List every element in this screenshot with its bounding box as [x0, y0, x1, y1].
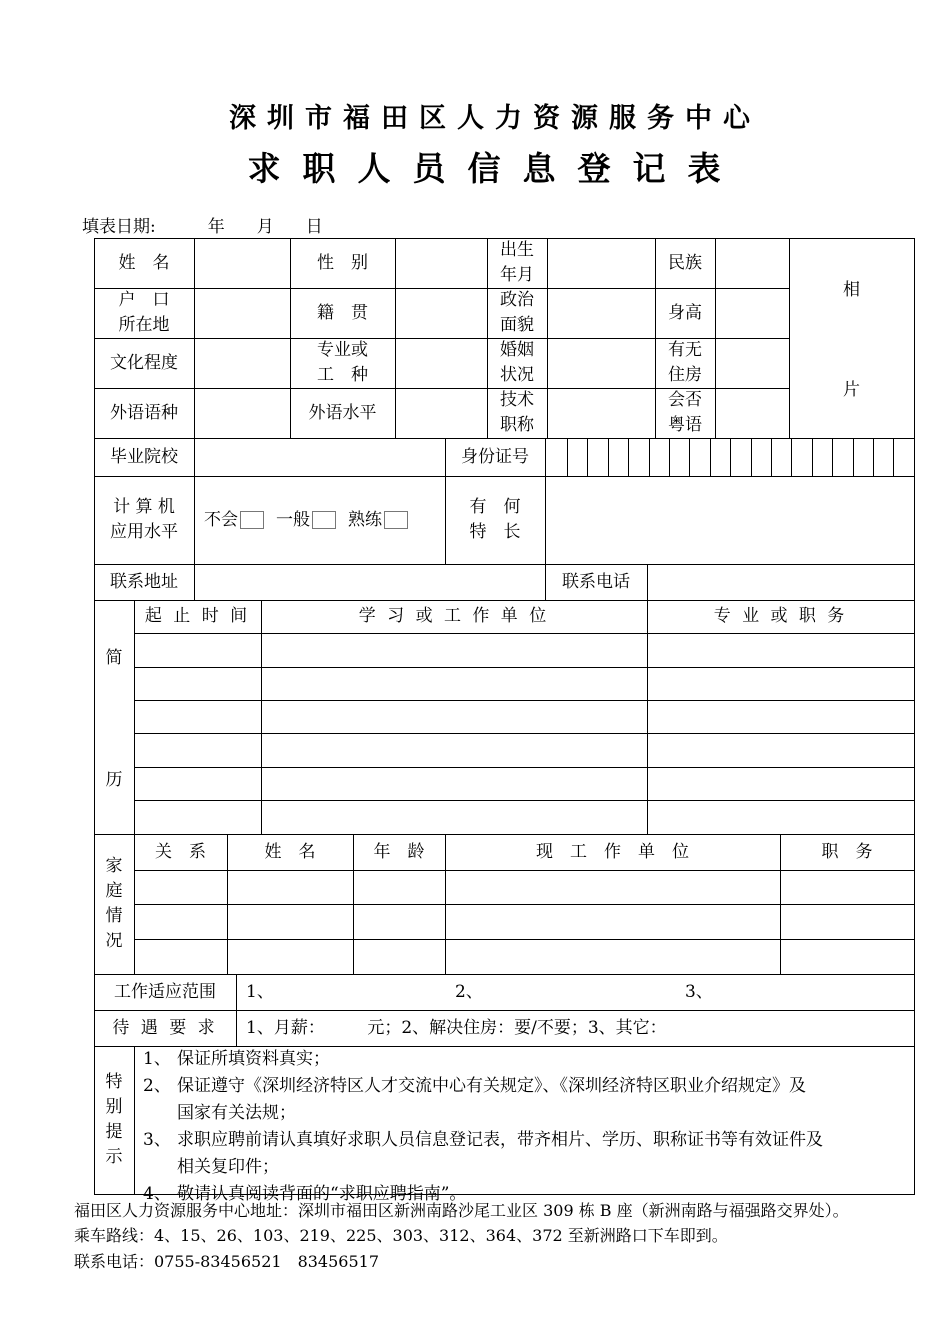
birth-label-1: 出生	[500, 240, 534, 260]
grid-vline	[873, 438, 874, 477]
grid-vline	[893, 438, 894, 477]
notes-side-3: 提	[105, 1122, 123, 1142]
education-label: 文化程度	[110, 352, 178, 373]
opt-none-label: 不会	[204, 509, 238, 530]
treatment-label: 待 遇 要 求	[112, 1017, 218, 1038]
photo-label-2: 片	[843, 379, 860, 400]
opt-skilled-checkbox[interactable]	[384, 511, 408, 529]
native-place-label: 籍 贯	[317, 302, 368, 323]
grid-vline	[914, 438, 915, 477]
tech-title-label	[487, 388, 547, 438]
cantonese-label-1: 会否	[668, 390, 702, 410]
family-header-relation: 关 系	[155, 841, 206, 862]
grid-vline	[730, 438, 731, 477]
footer-address: 福田区人力资源服务中心地址：深圳市福田区新洲南路沙尾工业区 309 栋 B 座（新洲南路与福强路交界处）。	[74, 1201, 849, 1220]
hukou-label-1: 户 口	[118, 290, 170, 310]
major-label	[290, 338, 395, 388]
political-label-2: 面貌	[500, 315, 534, 335]
grid-hline	[134, 733, 915, 734]
foreign-level-label: 外语水平	[308, 402, 377, 423]
tech-title-label-2: 职称	[500, 415, 534, 435]
grid-hline	[134, 870, 915, 871]
note-1: 1、 保证所填资料真实；	[143, 1049, 330, 1069]
grid-vline	[647, 600, 648, 835]
opt-basic-checkbox[interactable]	[312, 511, 336, 529]
computer-label-2: 应用水平	[110, 522, 178, 542]
cantonese-label	[655, 388, 715, 438]
grid-vline	[395, 238, 396, 439]
grid-hline	[134, 700, 915, 701]
family-side-1: 家	[105, 856, 123, 876]
marital-label-1: 婚姻	[500, 340, 534, 360]
resume-header-position: 专 业 或 职 务	[713, 606, 848, 626]
marital-label-2: 状况	[500, 365, 534, 385]
fill-date	[82, 212, 323, 237]
address-label: 联系地址	[110, 571, 178, 592]
day-label: 日	[305, 217, 323, 237]
grid-vline	[194, 564, 195, 601]
note-2: 2、 保证遵守《深圳经济特区人才交流中心有关规定》、《深圳经济特区职业介绍规定》及 国家有关法规；	[143, 1076, 806, 1123]
resume-header-time: 起 止 时 间	[144, 606, 251, 626]
grid-vline	[771, 438, 772, 477]
grid-vline	[812, 438, 813, 477]
grid-vline	[832, 438, 833, 477]
birth-label-2: 年月	[500, 265, 534, 285]
housing-label	[655, 338, 715, 388]
hukou-label	[94, 288, 194, 338]
political-label-1: 政治	[500, 290, 534, 310]
grid-vline	[715, 238, 716, 439]
tech-title-label-1: 技术	[500, 390, 534, 410]
family-header-workplace: 现 工 作 单 位	[536, 841, 689, 862]
family-header-name: 姓 名	[264, 841, 316, 862]
grid-vline	[669, 438, 670, 477]
political-label	[487, 288, 547, 338]
computer-label	[94, 476, 194, 564]
form-title: 求职人员信息登记表	[247, 149, 743, 188]
grid-vline	[791, 438, 792, 477]
specialty-label-2: 特 长	[469, 522, 521, 542]
school-label: 毕业院校	[110, 446, 178, 467]
note-4: 4、 敬请认真阅读背面的“求职应聘指南”。	[143, 1184, 467, 1204]
footer-bus: 乘车路线：4、15、26、103、219、225、303、312、364、372 至新洲路口下车即到。	[74, 1226, 728, 1245]
family-side-2: 庭	[105, 881, 123, 901]
grid-vline	[647, 564, 648, 601]
hukou-label-2: 所在地	[118, 315, 170, 335]
grid-vline	[545, 438, 546, 477]
grid-hline	[134, 904, 915, 905]
grid-vline	[608, 438, 609, 477]
job-scope-3: 3、	[685, 981, 713, 1002]
opt-none-checkbox[interactable]	[240, 511, 264, 529]
grid-vline	[261, 600, 262, 835]
grid-vline	[567, 438, 568, 477]
family-header-position: 职 务	[821, 841, 873, 862]
computer-label-1: 计 算 机	[113, 497, 175, 517]
grid-vline	[134, 1046, 135, 1195]
month-label: 月	[256, 217, 274, 237]
grid-vline	[194, 238, 195, 439]
resume-header-unit: 学 习 或 工 作 单 位	[358, 606, 550, 626]
family-side-4: 况	[105, 931, 123, 951]
cantonese-label-2: 粤语	[668, 415, 702, 435]
housing-label-1: 有无	[668, 340, 702, 360]
family-header-age: 年 龄	[373, 841, 425, 862]
grid-vline	[547, 238, 548, 439]
grid-hline	[134, 667, 915, 668]
treatment-text: 1、月薪： 元；2、解决住房：要/不要；3、其它：	[246, 1017, 667, 1038]
major-label-2: 工 种	[317, 365, 368, 385]
grid-vline	[751, 438, 752, 477]
height-label: 身高	[668, 302, 702, 323]
grid-vline	[194, 438, 195, 477]
computer-options	[194, 476, 445, 564]
job-scope-2: 2、	[455, 981, 483, 1002]
grid-vline	[710, 438, 711, 477]
family-side-label	[94, 834, 134, 974]
grid-vline	[914, 238, 915, 1195]
grid-vline	[853, 438, 854, 477]
family-side-3: 情	[105, 906, 123, 926]
opt-skilled-label: 熟练	[348, 509, 382, 530]
notes-side-label	[94, 1046, 134, 1194]
org-title: 深圳市福田区人力资源服务中心	[229, 103, 761, 134]
major-label-1: 专业或	[317, 340, 368, 360]
resume-side-1: 简	[105, 647, 123, 668]
specialty-label	[445, 476, 545, 564]
grid-vline	[587, 438, 588, 477]
grid-vline	[689, 438, 690, 477]
name-label: 姓 名	[118, 252, 170, 273]
phone-label: 联系电话	[562, 571, 630, 592]
note-3: 3、 求职应聘前请认真填好求职人员信息登记表，带齐相片、学历、职称证书等有效证件及 相关复印件；	[143, 1130, 823, 1177]
grid-vline	[545, 476, 546, 565]
grid-hline	[134, 767, 915, 768]
marital-label	[487, 338, 547, 388]
grid-hline	[94, 564, 915, 565]
photo-label-1: 相	[843, 279, 860, 300]
notes-side-4: 示	[105, 1147, 123, 1167]
fill-date-label: 填表日期:	[82, 217, 156, 237]
grid-hline	[134, 633, 915, 634]
grid-hline	[134, 800, 915, 801]
resume-side-2: 历	[105, 769, 123, 790]
notes-side-2: 别	[105, 1097, 123, 1117]
gender-label: 性 别	[317, 252, 368, 273]
grid-vline	[649, 438, 650, 477]
specialty-label-1: 有 何	[469, 497, 521, 517]
id-number-label: 身份证号	[461, 446, 529, 467]
grid-vline	[628, 438, 629, 477]
footer-phone: 联系电话：0755-83456521 83456517	[74, 1252, 380, 1271]
notes-side-1: 特	[105, 1072, 123, 1092]
birth-label	[487, 238, 547, 288]
job-scope-label: 工作适应范围	[114, 981, 216, 1002]
notes-list	[143, 1046, 913, 1208]
year-label: 年	[207, 217, 225, 237]
job-scope-1: 1、	[246, 981, 274, 1002]
housing-label-2: 住房	[668, 365, 702, 385]
ethnicity-label: 民族	[668, 252, 702, 273]
opt-basic-label: 一般	[276, 509, 310, 530]
foreign-lang-label: 外语语种	[110, 402, 178, 423]
grid-hline	[134, 939, 915, 940]
